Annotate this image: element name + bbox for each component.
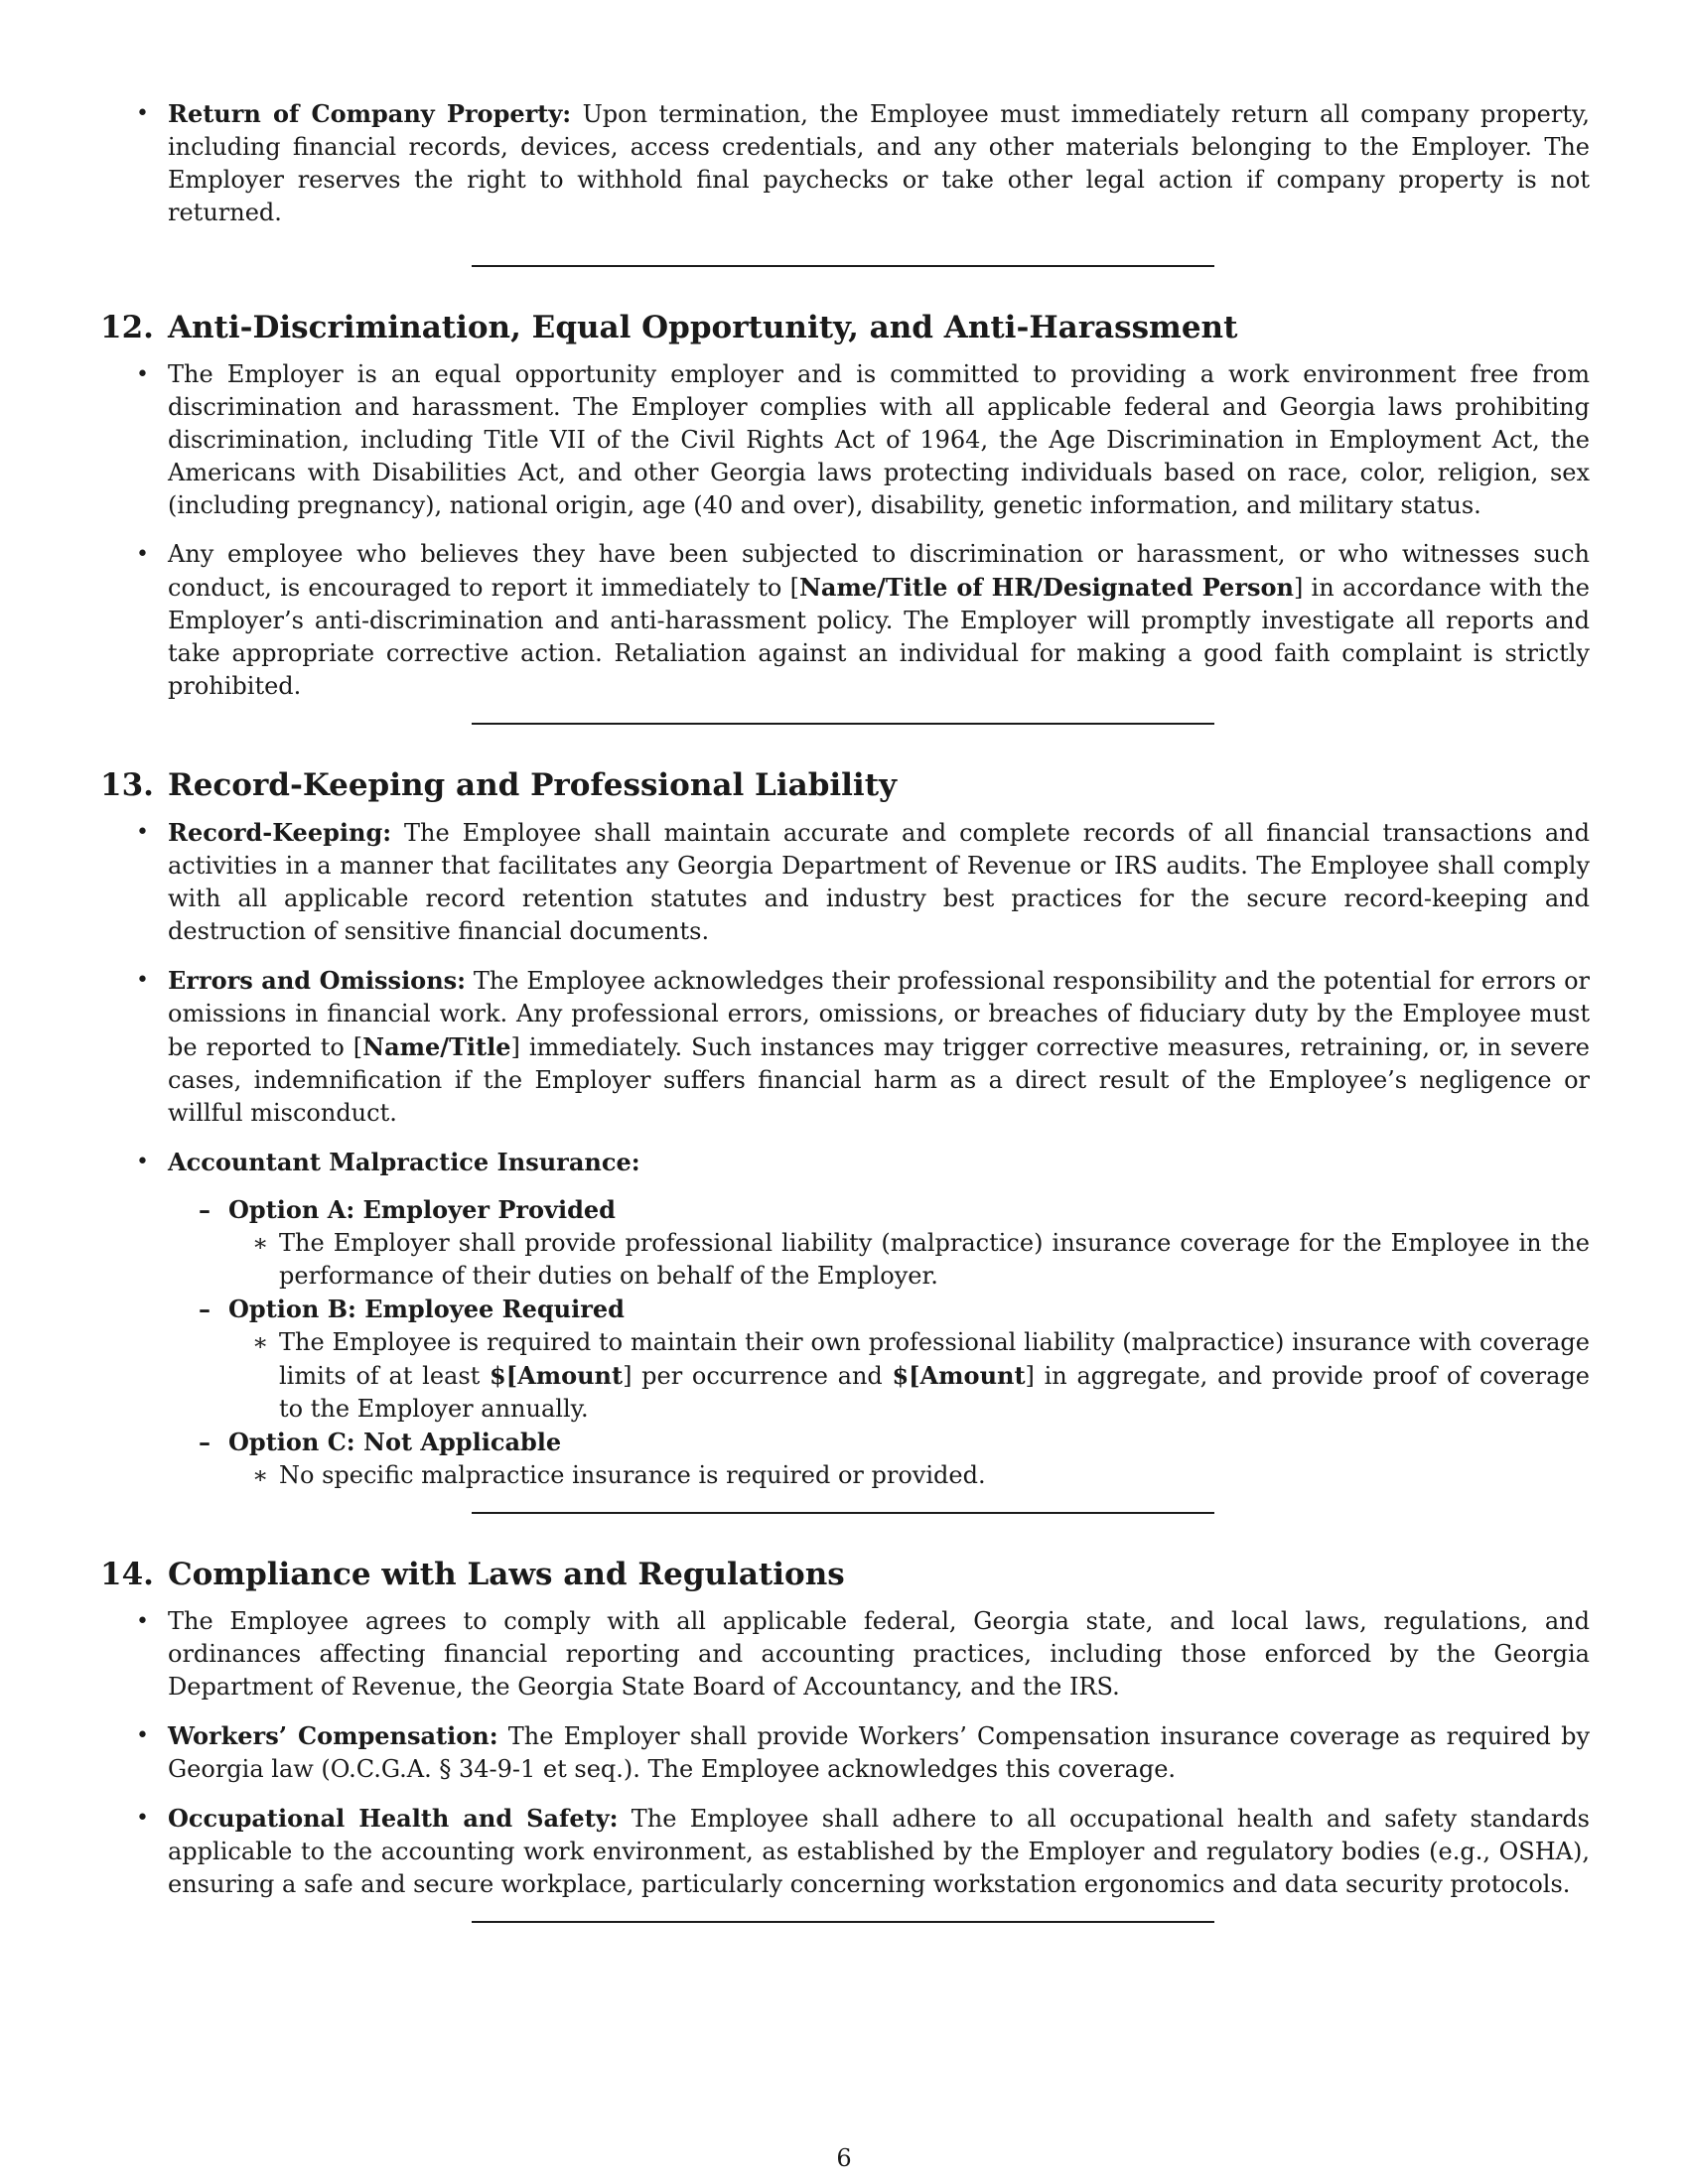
list-item <box>100 97 1590 229</box>
item-text: The Employer shall provide professional liability (malpractice) insurance coverage for the Employee in the performance of their duties on behalf of the Employer. <box>279 1229 1590 1290</box>
list-item <box>100 1719 1590 1786</box>
option-detail <box>228 1326 1590 1426</box>
section-heading <box>100 765 1590 805</box>
item-text: The Employee shall adhere to all occupational health and safety standards applicable to the accounting work environment, as established by the Employer and regulatory bodies (e.g., OSHA), ensuring a safe and secure workplace, particularly concerning workstation ergonomics and data security protocols. <box>168 1805 1590 1898</box>
section-title: Record-Keeping and Professional Liability <box>167 767 898 803</box>
list-item <box>100 964 1590 1130</box>
option-item <box>168 1193 1590 1293</box>
section-heading <box>100 1555 1590 1594</box>
list-item <box>100 1605 1590 1704</box>
section-divider <box>472 1512 1214 1514</box>
item-text: The Employee is required to maintain their own professional liability (malpractice) insurance with coverage limits of at least <box>279 1328 1590 1390</box>
intro-list <box>100 97 1590 229</box>
list-item <box>100 358 1590 522</box>
list-item <box>100 1802 1590 1901</box>
option-details <box>228 1227 1590 1293</box>
section-title: Anti-Discrimination, Equal Opportunity, and Anti-Harassment <box>167 310 1238 345</box>
item-text: The Employer shall provide Workers’ Compensation insurance coverage as required by Georgia law (O.C.G.A. § 34-9-1 et seq.). The Employee acknowledges this coverage. <box>168 1722 1591 1783</box>
option-label: Option C: Not Applicable <box>228 1428 562 1456</box>
list-item <box>100 538 1590 703</box>
item-label: Workers’ Compensation: <box>168 1721 498 1750</box>
placeholder-field: $[Amount <box>892 1361 1026 1390</box>
section-divider <box>472 265 1214 267</box>
option-detail <box>228 1459 1590 1492</box>
option-item <box>168 1293 1590 1426</box>
list-item <box>100 816 1590 948</box>
option-details <box>228 1459 1590 1492</box>
item-label: Record-Keeping: <box>168 818 392 847</box>
placeholder-field: Name/Title of HR/Designated Person <box>798 573 1294 602</box>
list-item <box>100 1146 1590 1492</box>
item-label: Return of Company Property: <box>168 99 572 128</box>
placeholder-field: Name/Title <box>362 1032 511 1061</box>
section-number: 14. <box>100 1557 154 1592</box>
option-detail <box>228 1227 1590 1293</box>
item-text: Upon termination, the Employee must immediately return all company property, including financial records, devices, access credentials, and any other materials belonging to the Employer. The Employer reserves the right to withhold final paychecks or take other legal action if company property is not returned. <box>168 100 1590 226</box>
item-text: ] in aggregate, and provide proof of coverage to the Employer annually. <box>279 1362 1591 1423</box>
option-label: Option B: Employee Required <box>228 1295 625 1323</box>
placeholder-field: $[Amount <box>490 1361 624 1390</box>
section-divider <box>472 1921 1214 1923</box>
insurance-options <box>168 1193 1590 1492</box>
item-text: The Employee shall maintain accurate and complete records of all financial transactions and activities in a manner that facilitates any Georgia Department of Revenue or IRS audits. The Employee shall comply with all applicable record retention statutes and industry best practices for the secure record-keeping and destruction of sensitive financial documents. <box>168 819 1590 945</box>
item-text: No specific malpractice insurance is required or provided. <box>279 1461 986 1489</box>
item-text: ] in accordance with the Employer’s anti-discrimination and anti-harassment policy. The Employer will promptly investigate all reports and take appropriate corrective action. Retaliation against an individual for making a good faith complaint is strictly prohibited. <box>168 574 1590 700</box>
item-text: Any employee who believes they have been subjected to discrimination or harassment, or who witnesses such conduct, is encouraged to report it immediately to [ <box>168 540 1590 602</box>
option-details <box>228 1326 1590 1426</box>
section-14-list <box>100 1605 1590 1901</box>
section-13-list <box>100 816 1590 1492</box>
item-text: The Employee agrees to comply with all applicable federal, Georgia state, and local laws, regulations, and ordinances affecting financial reporting and accounting practices, including those enforced by the Georgia Department of Revenue, the Georgia State Board of Accountancy, and the IRS. <box>168 1607 1590 1701</box>
item-text: The Employee acknowledges their professional responsibility and the potential for errors or omissions in financial work. Any professional errors, omissions, or breaches of fiduciary duty by the Employee must be reported to [ <box>168 967 1590 1061</box>
page-number: 6 <box>836 2144 852 2172</box>
item-text: ] immediately. Such instances may trigger corrective measures, retraining, or, in severe cases, indemnification if the Employer suffers financial harm as a direct result of the Employee’s negligence or willful misconduct. <box>168 1033 1590 1127</box>
item-label: Occupational Health and Safety: <box>168 1804 619 1833</box>
section-title: Compliance with Laws and Regulations <box>167 1557 845 1592</box>
item-text: The Employer is an equal opportunity employer and is committed to providing a work environment free from discrimination and harassment. The Employer complies with all applicable federal and Georgia laws prohibiting discrimination, including Title VII of the Civil Rights Act of 1964, the Age Discrimination in Employment Act, the Americans with Disabilities Act, and other Georgia laws protecting individuals based on race, color, religion, sex (including pregnancy), national origin, age (40 and over), disability, genetic information, and military status. <box>168 360 1590 519</box>
document-page <box>100 97 1590 1923</box>
section-heading <box>100 308 1590 347</box>
section-12-list <box>100 358 1590 703</box>
option-label: Option A: Employer Provided <box>228 1195 616 1224</box>
item-text: ] per occurrence and <box>623 1362 893 1390</box>
section-number: 12. <box>100 310 154 345</box>
item-label: Errors and Omissions: <box>168 966 467 995</box>
section-divider <box>472 723 1214 725</box>
item-label: Accountant Malpractice Insurance: <box>168 1148 640 1176</box>
section-number: 13. <box>100 767 154 803</box>
option-item <box>168 1426 1590 1492</box>
